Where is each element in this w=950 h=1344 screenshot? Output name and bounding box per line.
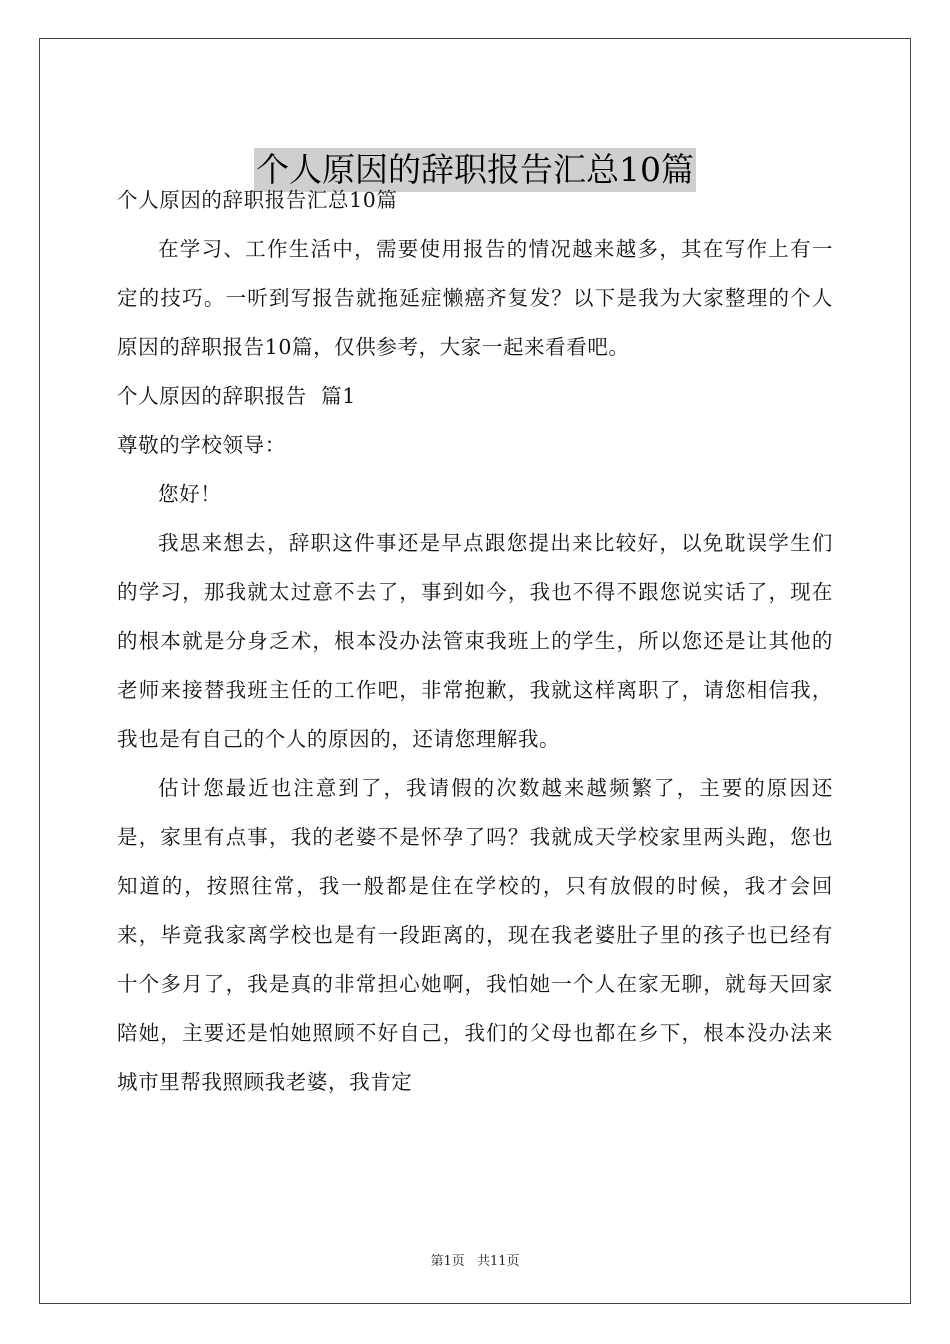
paragraph: 在学习、工作生活中，需要使用报告的情况越来越多，其在写作上有一定的技巧。一听到写报告就拖延症懒癌齐复发？以下是我为大家整理的个人原因的辞职报告10篇，仅供参考，大家一起来看看吧。 — [117, 237, 833, 359]
paragraph: 估计您最近也注意到了，我请假的次数越来越频繁了，主要的原因还是，家里有点事，我的老婆不是怀孕了吗？我就成天学校家里两头跑，您也知道的，按照往常，我一般都是住在学校的，只有放假的时候，我才会回来，毕竟我家离学校也是有一段距离的，现在我老婆肚子里的孩子也已经有十个多月了，我是真的非常担心她啊，我怕她一个人在家无聊，就每天回家陪她，主要还是怕她照顾不好自己，我们的父母也都在乡下，根本没办法来城市里帮我照顾我老婆，我肯定 — [117, 776, 833, 1094]
document-title: 个人原因的辞职报告汇总10篇 — [254, 148, 696, 192]
section-heading: 个人原因的辞职报告 篇1 — [117, 384, 356, 408]
page-number: 第1页 — [430, 1254, 465, 1269]
document-body — [117, 176, 833, 1107]
greeting: 您好！ — [158, 482, 222, 506]
page-footer — [0, 1250, 950, 1269]
paragraph: 个人原因的辞职报告汇总10篇 — [117, 188, 398, 212]
page-total: 共11页 — [476, 1254, 520, 1269]
paragraph: 我思来想去，辞职这件事还是早点跟您提出来比较好，以免耽误学生们的学习，那我就太过意不去了，事到如今，我也不得不跟您说实话了，现在的根本就是分身乏术，根本没办法管束我班上的学生，所以您还是让其他的老师来接替我班主任的工作吧，非常抱歉，我就这样离职了，请您相信我，我也是有自己的个人的原因的，还请您理解我。 — [117, 531, 833, 751]
salutation: 尊敬的学校领导： — [117, 433, 286, 457]
